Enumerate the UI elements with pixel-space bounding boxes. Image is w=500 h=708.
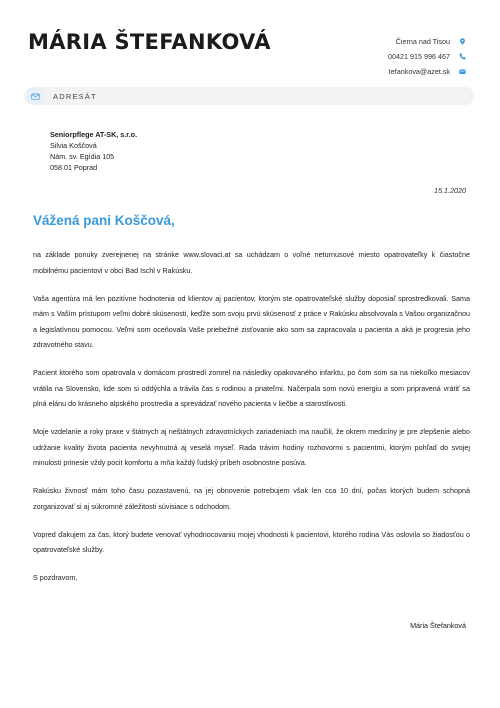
letter-body bbox=[33, 247, 470, 598]
phone-text: 00421 915 996 467 bbox=[388, 51, 450, 61]
addressee-section-bar bbox=[24, 87, 474, 105]
recipient-address bbox=[50, 129, 137, 173]
recipient-contact-person: Silvia Koščová bbox=[50, 141, 97, 150]
paragraph-intro: na základe ponuky zverejnenej na stránke www.slovaci.at sa uchádzam o voľné neturnusové miesto opatrovateľky k čiastočne mobilnému pacientovi v obci Bad Ischl v Rakúsku. bbox=[33, 250, 470, 275]
paragraph-agency: Vaša agentúra má len pozitívne hodnotenia od klientov aj pacientov, ktorým ste opatrovateľské služby doposiaľ sprostredkovali. Sama mám s Vaším prístupom veľmi dobré skúsenosti, keďže som svoju prvú skúsenosť z práce v Rakúsku absolvovala s Vašou organizačnou a legislatívnou pomocou. Veľmi som oceňovala Vaše priebežné zisťovanie ako som sa zapracovala u pacienta a aká je progresia jeho zdravotného stavu. bbox=[33, 293, 470, 349]
salutation: Vážená pani Koščová, bbox=[33, 213, 175, 228]
paragraph-education: Moje vzdelanie a roky praxe v štátnych aj neštátnych zdravotníckych zariadeniach ma naučili, že okrem medicíny je pre zlepšenie alebo udržanie kvality života pacienta nevyhnutná aj veselá myseľ. Rada trávim hodiny rozhovormi s pacientmi, ktorým pohľad do svojej minulosti prinesie vždy pocit komfortu a mňa každý ľudský príbeh osobnostne posúva. bbox=[33, 427, 470, 467]
recipient-city: 058 01 Poprad bbox=[50, 163, 98, 172]
paragraph-thanks: Vopred ďakujem za čas, ktorý budete venovať vyhodnocovaniu mojej vhodnosti k pacientovi, ktorého rodina Vás oslovila so žiadosťou o opatrovateľské služby. bbox=[33, 529, 470, 554]
contact-info bbox=[266, 34, 466, 79]
recipient-street: Nám. sv. Egídia 105 bbox=[50, 152, 115, 161]
closing-greeting: S pozdravom, bbox=[33, 573, 78, 582]
location-pin-icon bbox=[458, 37, 466, 45]
letter-date: 15.1.2020 bbox=[434, 186, 466, 195]
location-text: Čierna nad Tisou bbox=[395, 36, 450, 46]
envelope-icon bbox=[26, 87, 44, 105]
addressee-section-title: ADRESÁT bbox=[53, 91, 97, 101]
paragraph-previous-patient: Pacient ktorého som opatrovala v domácom prostredí zomrel na následky opakovaného infarktu, po čom som sa na niekoľko mesiacov vrátila na Slovensko, kde som si oddýchla a trávila čas s rodinou a priateľmi. Načerpala som novú energiu a som pripravená vrátiť sa plná elánu do krásneho alpského prostredia a sprevádzať nového pacienta v liečbe a starostlivosti. bbox=[33, 368, 470, 408]
contact-phone bbox=[266, 49, 466, 63]
applicant-name: MÁRIA ŠTEFANKOVÁ bbox=[28, 30, 271, 54]
envelope-icon bbox=[458, 67, 466, 75]
email-text: tefankova@azet.sk bbox=[388, 66, 450, 76]
recipient-company: Seniorpflege AT-SK, s.r.o. bbox=[50, 130, 138, 139]
paragraph-trade-license: Rakúsku živnosť mám toho času pozastavenú, na jej obnovenie potrebujem však len cca 10 dní, počas ktorých budem schopná zorganizovať si aj súkromné záležitosti súvisiace s odchodom. bbox=[33, 486, 470, 511]
contact-email bbox=[266, 64, 466, 78]
phone-icon bbox=[458, 52, 466, 60]
signature-name: Mária Štefanková bbox=[410, 621, 466, 630]
contact-location bbox=[266, 34, 466, 48]
